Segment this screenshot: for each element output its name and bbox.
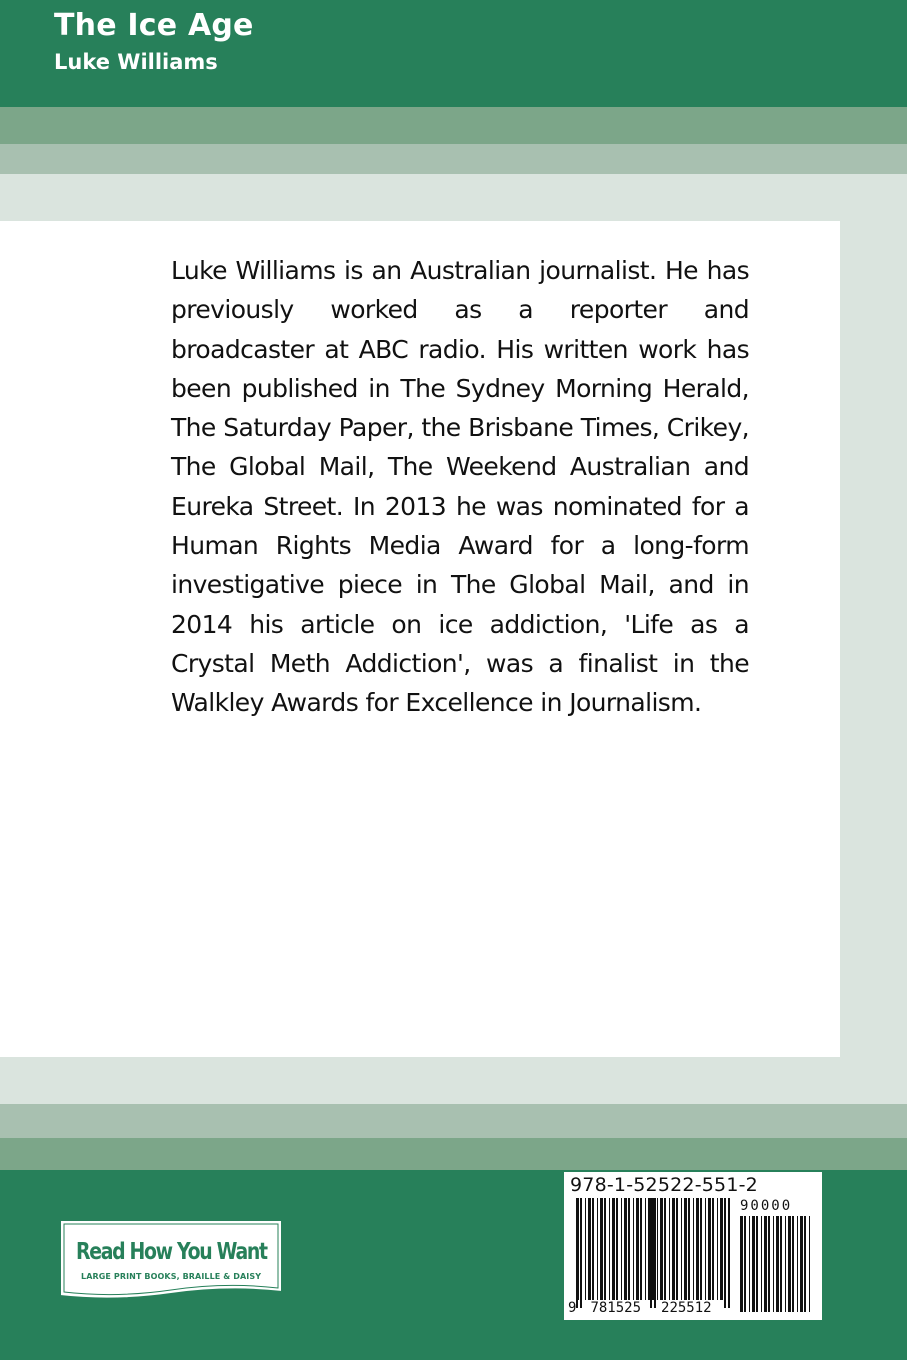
barcode-digit-group2: 225512	[661, 1300, 712, 1316]
isbn-barcode	[564, 1172, 822, 1320]
decor-band-bottom-2	[0, 1138, 907, 1170]
publisher-tagline: LARGE PRINT BOOKS, BRAILLE & DAISY	[81, 1272, 262, 1281]
book-title: The Ice Age	[54, 8, 254, 43]
decor-band-top-1	[0, 107, 907, 144]
barcode-digits	[568, 1300, 712, 1316]
barcode-digit-group1: 781525	[590, 1300, 642, 1316]
publisher-name: Read How You Want	[76, 1239, 267, 1265]
decor-band-bottom-1	[0, 1104, 907, 1138]
cover-header	[0, 0, 907, 107]
publisher-logo	[56, 1216, 286, 1300]
decor-band-top-2	[0, 144, 907, 174]
isbn-text: 978-1-52522-551-2	[570, 1174, 758, 1196]
price-code: 90000	[740, 1198, 793, 1214]
author-bio: Luke Williams is an Australian journalist. He has previously worked as a reporter and broadcaster at ABC radio. His written work has been published in The Sydney Morning Herald, The Saturday Paper, the Brisbane Times, Crikey, The Global Mail, The Weekend Australian and Eureka Street. In 2013 he was nominated for a Human Rights Media Award for a long-form investigative piece in The Global Mail, and in 2014 his article on ice addiction, 'Life as a Crystal Meth Addiction', was a finalist in the Walkley Awards for Excellence in Journalism.	[171, 256, 749, 718]
book-author: Luke Williams	[54, 50, 218, 74]
barcode-icon	[564, 1172, 822, 1320]
barcode-digit-first: 9	[568, 1300, 577, 1316]
